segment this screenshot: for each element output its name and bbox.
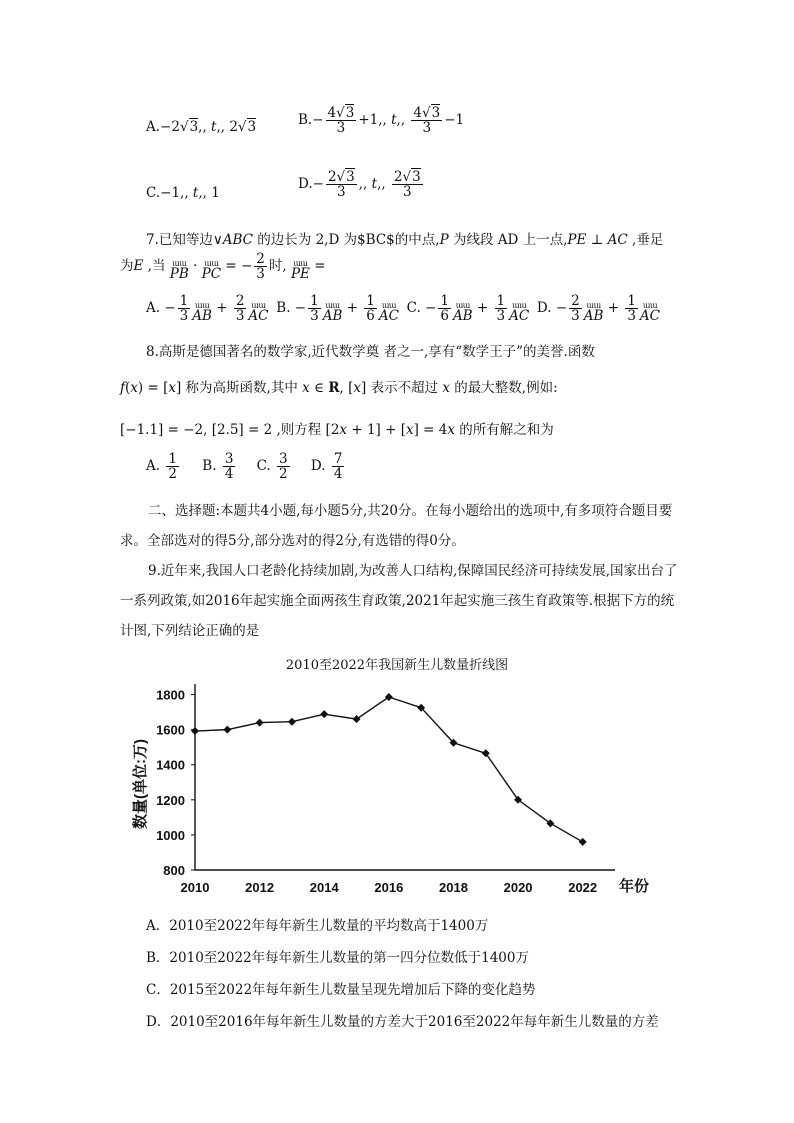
chart-y-axis-label: 数量(单位:万) — [132, 739, 149, 829]
q6-option-a[interactable]: A.−2√3,, t,, 2√3 — [146, 119, 257, 135]
q8-options — [146, 452, 346, 481]
q9-option-b[interactable]: B．2010至2022年每年新生儿数量的第一四分位数低于1400万 — [146, 950, 529, 966]
chart-x-axis-label: 年份 — [619, 878, 650, 895]
chart-y-tick-label: 1000 — [156, 827, 185, 843]
birth-chart — [0, 672, 794, 912]
q8-option-a[interactable]: A. $\frac{1}{2}$ — [146, 451, 177, 483]
chart-title: 2010至2022年我国新生儿数量折线图 — [285, 658, 509, 673]
q6-option-a-text: A. — [146, 119, 161, 135]
chart-y-tick-label: 800 — [163, 863, 185, 878]
chart-data-point — [385, 693, 393, 701]
chart-data-point — [579, 838, 587, 846]
chart-data-point — [320, 710, 328, 718]
chart-y-tick-label: 1800 — [156, 687, 185, 703]
q6-option-b[interactable]: B.− $\frac{4√3}{3}$ +1,, t,, $\frac{4√3}{3}$ −1 — [298, 105, 465, 137]
q7-stem-line1: 7.已知等边∨ABC 的边长为 2,D 为$BC$的中点,P 为线段 AD 上一点,PE ⊥ AC ,垂足 — [146, 232, 664, 248]
q7-option-d[interactable]: D. − $\frac{2}{3}$ ɯɯ AB + $\frac{1}{3}$ ɯɯ AC — [536, 293, 660, 325]
q8-option-d[interactable]: D. $\frac{7}{4}$ — [310, 451, 343, 483]
chart-y-tick-label: 1400 — [156, 757, 185, 773]
chart-x-tick-label: 2020 — [503, 880, 533, 895]
chart-x-tick-label: 2018 — [439, 880, 468, 895]
chart-y-tick-label: 1200 — [156, 792, 185, 808]
chart-data-point — [353, 715, 361, 723]
chart-x-tick-label: 2016 — [374, 880, 404, 895]
chart-x-tick-label: 2014 — [309, 880, 339, 895]
chart-data-point — [191, 727, 199, 735]
q6-option-c[interactable]: C.−1,, t,, 1 — [146, 185, 220, 201]
q7-option-b[interactable]: B. − $\frac{1}{3}$ ɯɯ AB + $\frac{1}{6}$ ɯɯ AC — [276, 293, 399, 325]
q8-option-c[interactable]: C. $\frac{3}{2}$ — [256, 451, 288, 483]
q8-stem-line2: f(x) = [x] 称为高斯函数,其中 x ∈ R, [x] 表示不超过 x 的最大整数,例如: — [120, 380, 558, 396]
q8-option-b[interactable]: B. $\frac{3}{4}$ — [202, 451, 234, 483]
chart-series-line — [195, 697, 583, 842]
q8-stem-line3: [−1.1] = −2, [2.5] = 2 ,则方程 [2x + 1] + [x] = 4x 的所有解之和为 — [120, 422, 554, 438]
q9-option-d[interactable]: D．2010至2016年每年新生儿数量的方差大于2016至2022年每年新生儿数量的方差 — [146, 1014, 659, 1030]
chart-data-point — [288, 718, 296, 726]
q8-stem-line1: 8.高斯是德国著名的数学家,近代数学奠 者之一,享有“数学王子”的美誉.函数 — [146, 344, 595, 360]
chart-x-tick-label: 2012 — [245, 880, 275, 895]
q7-option-c[interactable]: C. − $\frac{1}{6}$ ɯɯ AB + $\frac{1}{3}$ ɯɯ AC — [406, 293, 530, 325]
q9-option-a[interactable]: A．2010至2022年每年新生儿数量的平均数高于1400万 — [146, 918, 489, 934]
section-2-instructions: 二、选择题:本题共4小题,每小题5分,共20分。在每小题给出的选项中,有多项符合题目要求。全部选对的得5分,部分选对的得2分,有选错的得0分。 — [120, 503, 673, 549]
chart-data-point — [482, 749, 490, 757]
q7-option-a[interactable]: A. − $\frac{1}{3}$ ɯɯ AB + $\frac{2}{3}$ ɯɯ AC — [146, 293, 269, 325]
q9-option-c[interactable]: C．2015至2022年每年新生儿数量呈现先增加后下降的变化趋势 — [146, 982, 536, 998]
chart-x-tick-label: 2010 — [180, 880, 210, 895]
chart-data-point — [223, 726, 231, 734]
q7-options — [146, 294, 660, 323]
q9-stem: 9.近年来,我国人口老龄化持续加剧,为改善人口结构,保障国民经济可持续发展,国家出台了一系列政策,如2016年起实施全面两孩生育政策,2021年起实施三孩生育政策等.根据下方的统计图,下列结论正确的是 — [120, 563, 678, 639]
q6-option-d[interactable]: D.− $\frac{2√3}{3}$ ,, t,, $\frac{2√3}{3}$ — [298, 169, 421, 201]
q7-stem-line2: 为E ,当 ɯɯ PB · ɯɯ PC = − $\frac{2}{3}$ 时, ɯɯ PE = — [120, 251, 326, 283]
chart-x-tick-label: 2022 — [568, 880, 598, 895]
chart-data-point — [256, 719, 264, 727]
chart-y-tick-label: 1600 — [156, 722, 185, 738]
